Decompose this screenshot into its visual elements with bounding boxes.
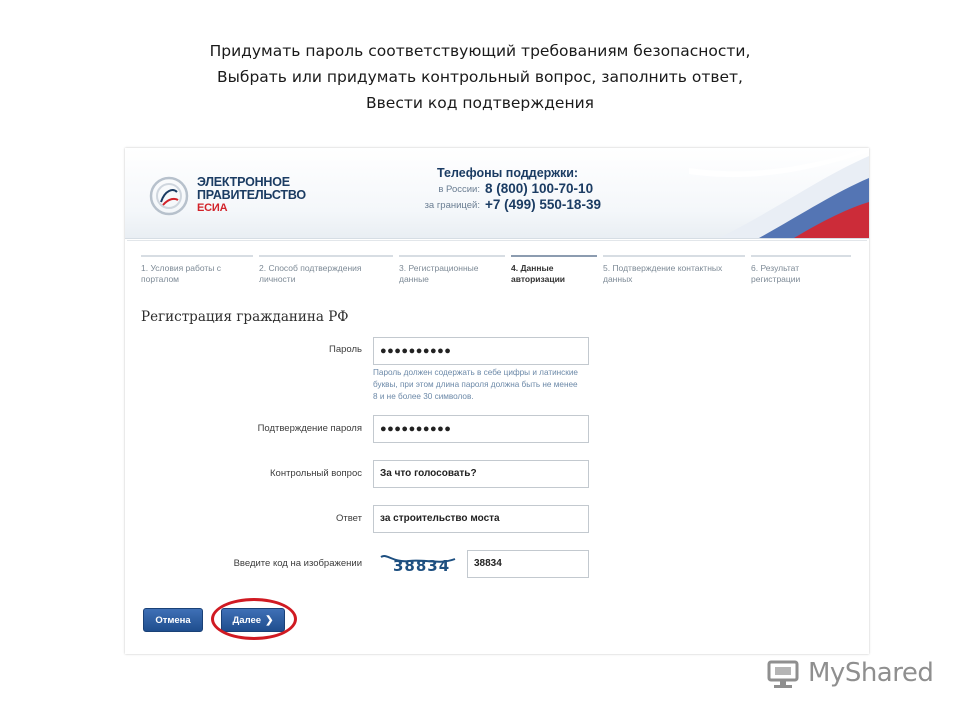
security-question-field[interactable]: За что голосовать?	[373, 460, 589, 488]
step-6-line-2: регистрации	[751, 274, 801, 284]
password-label: Пароль	[329, 344, 362, 355]
watermark-text: MyShared	[808, 658, 934, 688]
step-6-line-1: 6. Результат	[751, 263, 800, 273]
step-2	[259, 255, 393, 289]
answer-field[interactable]: за строительство моста	[373, 505, 589, 533]
step-2-line-2: личности	[259, 274, 296, 284]
step-1-line-2: порталом	[141, 274, 180, 284]
step-5-line-2: данных	[603, 274, 633, 284]
logo-line-esia: ЕСИА	[197, 202, 228, 214]
step-1-line-1: 1. Условия работы с	[141, 263, 222, 273]
captcha-image	[379, 551, 457, 575]
step-5	[603, 255, 745, 289]
cancel-button-label: Отмена	[155, 615, 191, 626]
highlight-circle	[211, 598, 297, 640]
myshared-logo-icon	[766, 658, 802, 690]
step-2-line-1: 2. Способ подтверждения	[259, 263, 362, 273]
next-button-label: Далее	[232, 615, 262, 626]
logo-line-2: ПРАВИТЕЛЬСТВО	[197, 188, 306, 202]
slide-title-line-2: Выбрать или придумать контрольный вопрос, заполнить ответ,	[217, 68, 743, 86]
step-3-line-1: 3. Регистрационные	[399, 263, 479, 273]
form-title: Регистрация гражданина РФ	[141, 309, 349, 325]
portal-logo-text	[197, 176, 306, 215]
step-4-active	[511, 255, 597, 289]
gosuslugi-emblem-icon	[149, 176, 189, 216]
portal-header	[125, 148, 869, 239]
step-5-line-1: 5. Подтверждение контактных	[603, 263, 723, 273]
slide-title	[0, 38, 960, 116]
slide-title-line-1: Придумать пароль соответствующий требованиям безопасности,	[209, 42, 751, 60]
captcha-label: Введите код на изображении	[233, 558, 362, 569]
captcha-code-field[interactable]: 38834	[467, 550, 589, 578]
step-4-line-2: авторизации	[511, 274, 566, 284]
password-field[interactable]: ●●●●●●●●●●	[373, 337, 589, 365]
phone-label-russia: в России:	[438, 184, 480, 195]
confirm-password-field[interactable]: ●●●●●●●●●●	[373, 415, 589, 443]
step-3-line-2: данные	[399, 274, 429, 284]
captcha-image-text: 38834	[393, 557, 451, 575]
confirm-password-label: Подтверждение пароля	[257, 423, 362, 434]
phone-number-abroad: +7 (499) 550-18-39	[485, 197, 601, 212]
step-4-line-1: 4. Данные	[511, 263, 554, 273]
myshared-watermark	[766, 656, 934, 692]
cancel-button[interactable]	[143, 608, 203, 632]
registration-screenshot	[125, 148, 869, 654]
logo-line-1: ЭЛЕКТРОННОЕ	[197, 175, 290, 189]
phone-label-abroad: за границей:	[424, 200, 480, 211]
chevron-right-icon: ❯	[265, 615, 274, 626]
step-progress	[141, 255, 851, 289]
slide-title-line-3: Ввести код подтверждения	[366, 94, 594, 112]
step-1	[141, 255, 253, 289]
registration-frame	[127, 240, 867, 653]
support-title: Телефоны поддержки:	[437, 166, 579, 180]
security-question-label: Контрольный вопрос	[270, 468, 362, 479]
step-3	[399, 255, 505, 289]
flag-swoosh-decoration	[569, 148, 869, 238]
password-hint: Пароль должен содержать в себе цифры и латинские буквы, при этом длина пароля должна быть не менее 8 и не более 30 символов.	[373, 368, 578, 401]
phone-number-russia: 8 (800) 100-70-10	[485, 181, 594, 196]
answer-label: Ответ	[336, 513, 362, 524]
step-6	[751, 255, 851, 289]
